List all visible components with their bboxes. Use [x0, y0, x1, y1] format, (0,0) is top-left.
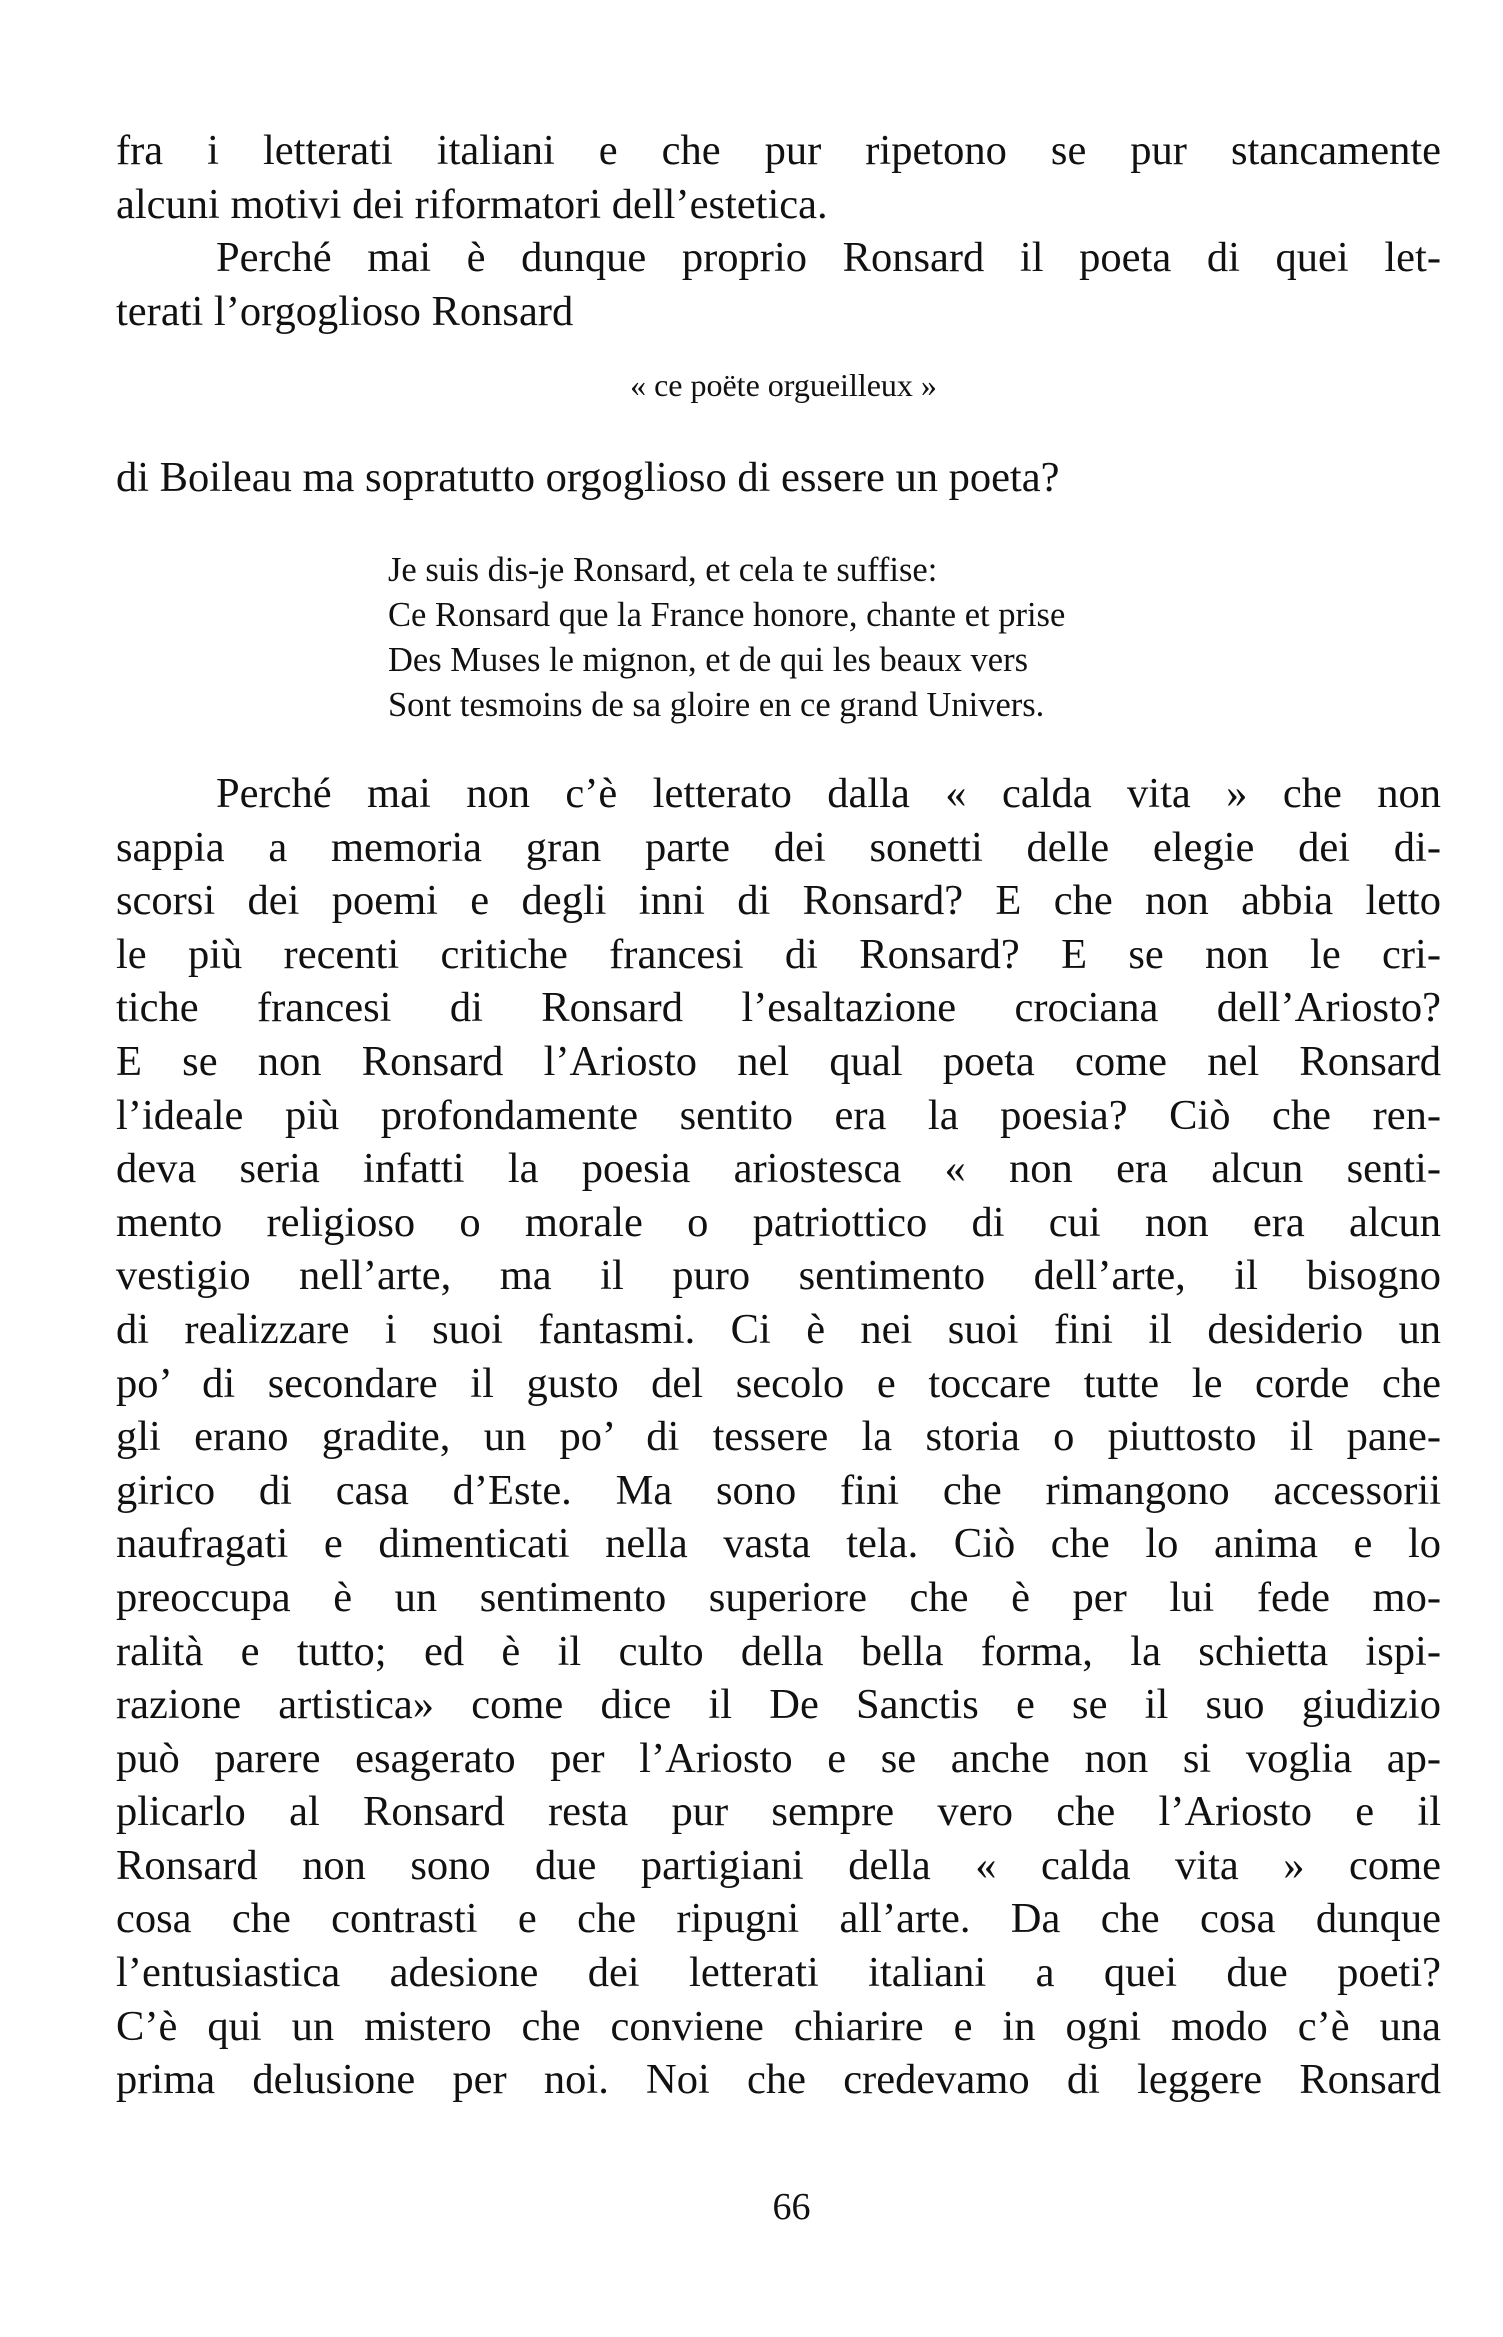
- text-line: l’ideale più profondamente sentito era la poesia? Ciò che ren-: [116, 1091, 1441, 1139]
- text-line: alcuni motivi dei riformatori dell’estetica.: [116, 180, 828, 228]
- text-line: sappia a memoria gran parte dei sonetti delle elegie dei di-: [116, 823, 1441, 871]
- paragraph-intro: [116, 124, 1441, 231]
- inline-quotation: « ce poëte orgueilleux »: [630, 367, 937, 403]
- text-line: può parere esagerato per l’Ariosto e se anche non si voglia ap-: [116, 1734, 1441, 1782]
- text-line: C’è qui un mistero che conviene chiarire e in ogni modo c’è una: [116, 2002, 1441, 2050]
- text-line: prima delusione per noi. Noi che credevamo di leggere Ronsard: [116, 2056, 1441, 2104]
- text-line: di Boileau ma sopratutto orgoglioso di essere un poeta?: [116, 454, 1060, 501]
- text-line: preoccupa è un sentimento superiore che è per lui fede mo-: [116, 1573, 1441, 1621]
- text-line: girico di casa d’Este. Ma sono fini che rimangono accessorii: [116, 1466, 1441, 1514]
- verse-quotation: [388, 548, 1065, 728]
- text-line: E se non Ronsard l’Ariosto nel qual poeta come nel Ronsard: [116, 1037, 1441, 1085]
- paragraph-question: [116, 231, 1441, 338]
- paragraph-main: [116, 767, 1441, 2107]
- text-line: Perché mai non c’è letterato dalla « calda vita » che non: [216, 770, 1441, 817]
- verse-line: Des Muses le mignon, et de qui les beaux vers: [388, 641, 1029, 679]
- text-line: terati l’orgoglioso Ronsard: [116, 287, 574, 335]
- text-line: ralità e tutto; ed è il culto della bella forma, la schietta ispi-: [116, 1627, 1441, 1675]
- text-line: vestigio nell’arte, ma il puro sentimento dell’arte, il bisogno: [116, 1252, 1441, 1300]
- text-line: mento religioso o morale o patriottico di cui non era alcun: [116, 1198, 1441, 1246]
- text-line: gli erano gradite, un po’ di tessere la storia o piuttosto il pane-: [116, 1413, 1441, 1461]
- text-line: tiche francesi di Ronsard l’esaltazione crociana dell’Ariosto?: [116, 984, 1441, 1032]
- text-line: cosa che contrasti e che ripugni all’arte. Da che cosa dunque: [116, 1895, 1441, 1943]
- text-line: deva seria infatti la poesia ariostesca « non era alcun senti-: [116, 1145, 1441, 1193]
- text-line: Perché mai è dunque proprio Ronsard il poeta di quei let-: [216, 234, 1441, 281]
- text-line: di realizzare i suoi fantasmi. Ci è nei suoi fini il desiderio un: [116, 1305, 1441, 1353]
- text-line: plicarlo al Ronsard resta pur sempre vero che l’Ariosto e il: [116, 1788, 1441, 1836]
- text-line: l’entusiastica adesione dei letterati italiani a quei due poeti?: [116, 1949, 1441, 1997]
- page-number: 66: [772, 2186, 811, 2228]
- text-line: Ronsard non sono due partigiani della « calda vita » come: [116, 1841, 1441, 1889]
- text-line: naufragati e dimenticati nella vasta tela. Ciò che lo anima e lo: [116, 1520, 1441, 1568]
- text-line: po’ di secondare il gusto del secolo e toccare tutte le corde che: [116, 1359, 1441, 1407]
- paragraph-boileau: [116, 451, 1441, 505]
- verse-line: Je suis dis-je Ronsard, et cela te suffise:: [388, 551, 938, 589]
- text-line: razione artistica» come dice il De Sanctis e se il suo giudizio: [116, 1681, 1441, 1729]
- text-line: fra i letterati italiani e che pur ripetono se pur stancamente: [116, 127, 1441, 174]
- verse-line: Sont tesmoins de sa gloire en ce grand Univers.: [388, 686, 1045, 724]
- text-line: le più recenti critiche francesi di Ronsard? E se non le cri-: [116, 930, 1441, 978]
- verse-line: Ce Ronsard que la France honore, chante et prise: [388, 596, 1066, 634]
- text-line: scorsi dei poemi e degli inni di Ronsard? E che non abbia letto: [116, 877, 1441, 925]
